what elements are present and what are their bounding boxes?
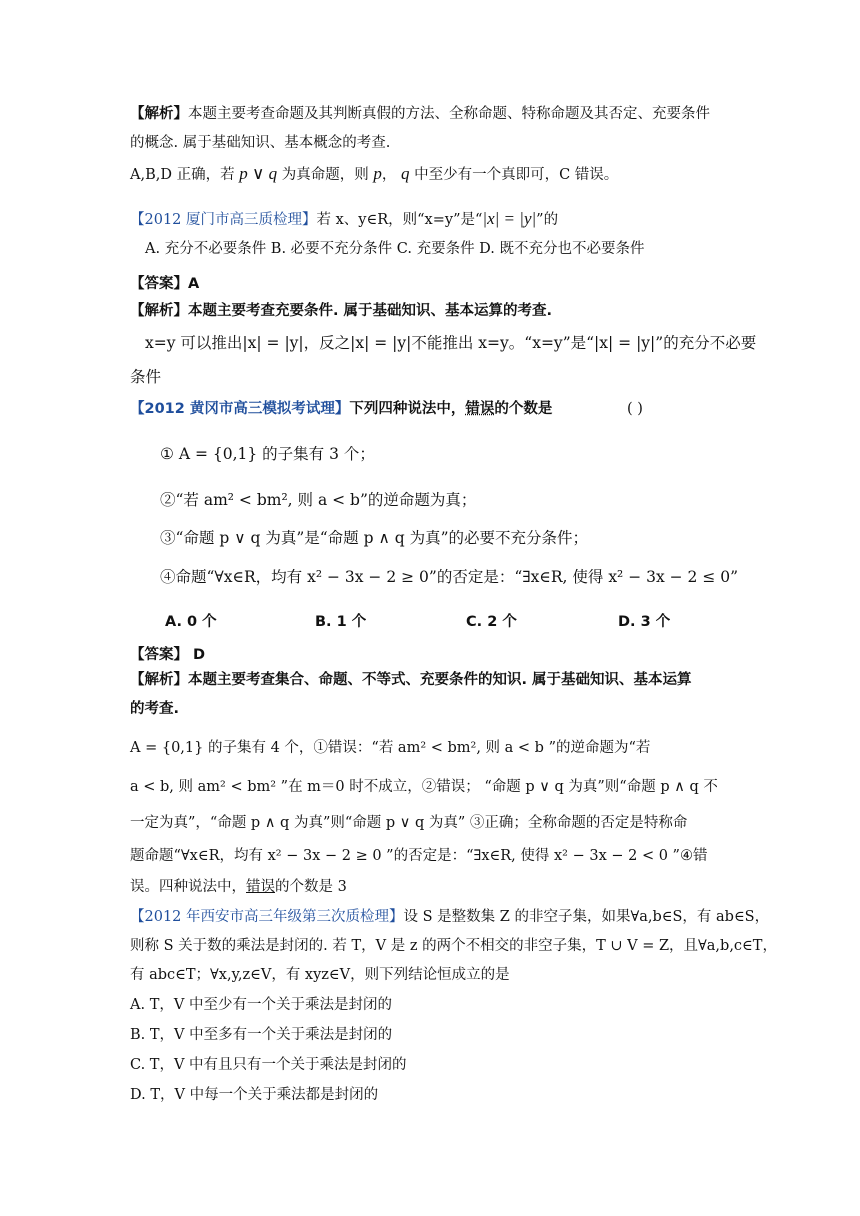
q2-stem: [130, 209, 558, 230]
stem-text: 若 x、y∈R，则“x=y”是“: [316, 212, 483, 228]
text: ，: [381, 167, 397, 183]
q4-option-a: A. T，V 中至少有一个关于乘法是封闭的: [130, 997, 392, 1013]
math-abs-equal: |x| = |y|: [482, 209, 537, 228]
stem-emphasis: 错误: [465, 401, 495, 417]
question-source: 【2012 黄冈市高三模拟考试理】: [130, 401, 350, 417]
q2-analysis: [130, 301, 552, 321]
q3-body-line4: 题命题“∀x∈R，均有 x² − 3x − 2 ≥ 0 ”的否定是：“∃x∈R, 使得 x² − 3x − 2 < 0 ”④错: [130, 848, 708, 864]
q3-body-line5: [130, 877, 347, 897]
q3-analysis-line1: [130, 670, 692, 690]
q3-body-line2: a < b, 则 am² < bm² ”在 m＝0 时不成立，②错误； “命题 p ∨ q 为真”则“命题 p ∧ q 不: [130, 779, 718, 795]
stem-text: 的个数是: [494, 401, 553, 417]
q1-analysis-line2: 的概念. 属于基础知识、基本概念的考查.: [130, 135, 391, 151]
q3-item3: ③“命题 p ∨ q 为真”是“命题 p ∧ q 为真”的必要不充分条件；: [160, 529, 588, 547]
q4-option-b: B. T，V 中至多有一个关于乘法是封闭的: [130, 1027, 393, 1043]
q3-item1: ① A = {0,1} 的子集有 3 个；: [160, 445, 375, 463]
text: 误。四种说法中，: [130, 879, 246, 895]
q2-options: A. 充分不必要条件 B. 必要不充分条件 C. 充要条件 D. 既不充分也不必要条件: [145, 241, 645, 257]
answer-tag: 【答案】A: [130, 276, 200, 292]
text: 的个数是 3: [275, 879, 347, 895]
answer-paren: ( ): [627, 401, 643, 417]
q3-option-b: B. 1 个: [315, 614, 367, 630]
q4-option-c: C. T，V 中有且只有一个关于乘法是封闭的: [130, 1057, 407, 1073]
analysis-text: 本题主要考查充要条件. 属于基础知识、基本运算的考查.: [188, 303, 553, 319]
text: 为真命题，则: [281, 167, 369, 183]
math-p-or-q: p ∨ q: [239, 164, 278, 183]
analysis-tag: 【解析】: [130, 672, 188, 688]
question-source: 【2012 年西安市高三年级第三次质检理】: [130, 909, 404, 925]
q3-item2: ②“若 am² < bm², 则 a < b”的逆命题为真；: [160, 491, 477, 509]
q3-option-a: A. 0 个: [165, 614, 217, 630]
q4-stem-line2: 则称 S 关于数的乘法是封闭的. 若 T，V 是 z 的两个不相交的非空子集，T ∪ V = Z，且∀a,b,c∈T，: [130, 938, 777, 954]
answer-tag: 【答案】 D: [130, 647, 206, 663]
q2-analysis-line-b: 条件: [130, 368, 162, 386]
q1-analysis-line1: [130, 104, 710, 124]
underlined-text: 错误: [246, 879, 275, 895]
stem-text: ”的: [536, 212, 559, 228]
math-q: q: [400, 164, 410, 183]
text: 中至少有一个真即可，C 错误。: [414, 167, 619, 183]
q2-analysis-line-a: x=y 可以推出|x| = |y|，反之|x| = |y|不能推出 x=y。“x=y”是“|x| = |y|”的充分不必要: [145, 334, 757, 352]
q4-stem-line3: 有 abc∈T；∀x,y,z∈V，有 xyz∈V，则下列结论恒成立的是: [130, 967, 510, 983]
question-source: 【2012 厦门市高三质检理】: [130, 212, 317, 228]
analysis-tag: 【解析】: [130, 303, 188, 319]
stem-text: 设 S 是整数集 Z 的非空子集，如果∀a,b∈S，有 ab∈S，: [403, 909, 770, 925]
q3-option-c: C. 2 个: [466, 614, 517, 630]
q3-body-line3: 一定为真”，“命题 p ∧ q 为真”则“命题 p ∨ q 为真” ③正确；全称命题的否定是特称命: [130, 815, 688, 831]
q3-body-line1: A = {0,1} 的子集有 4 个，①错误：“若 am² < bm², 则 a < b ”的逆命题为“若: [130, 740, 651, 756]
analysis-text: 本题主要考查集合、命题、不等式、充要条件的知识. 属于基础知识、基本运算: [188, 672, 692, 688]
text: A,B,D 正确，若: [130, 167, 235, 183]
q4-stem-line1: [130, 907, 769, 927]
math-p: p: [373, 164, 382, 183]
analysis-tag: 【解析】: [130, 106, 188, 122]
q3-analysis-line2: 的考查.: [130, 701, 180, 717]
analysis-text: 本题主要考查命题及其判断真假的方法、全称命题、特称命题及其否定、充要条件: [188, 106, 710, 122]
q3-option-d: D. 3 个: [618, 614, 671, 630]
q1-analysis-line3: [130, 164, 618, 185]
q3-item4: ④命题“∀x∈R，均有 x² − 3x − 2 ≥ 0”的否定是：“∃x∈R, 使得 x² − 3x − 2 ≤ 0”: [160, 568, 739, 586]
q3-stem: [130, 399, 552, 419]
q4-option-d: D. T，V 中每一个关于乘法都是封闭的: [130, 1087, 379, 1103]
stem-text: 下列四种说法中，: [349, 401, 466, 417]
